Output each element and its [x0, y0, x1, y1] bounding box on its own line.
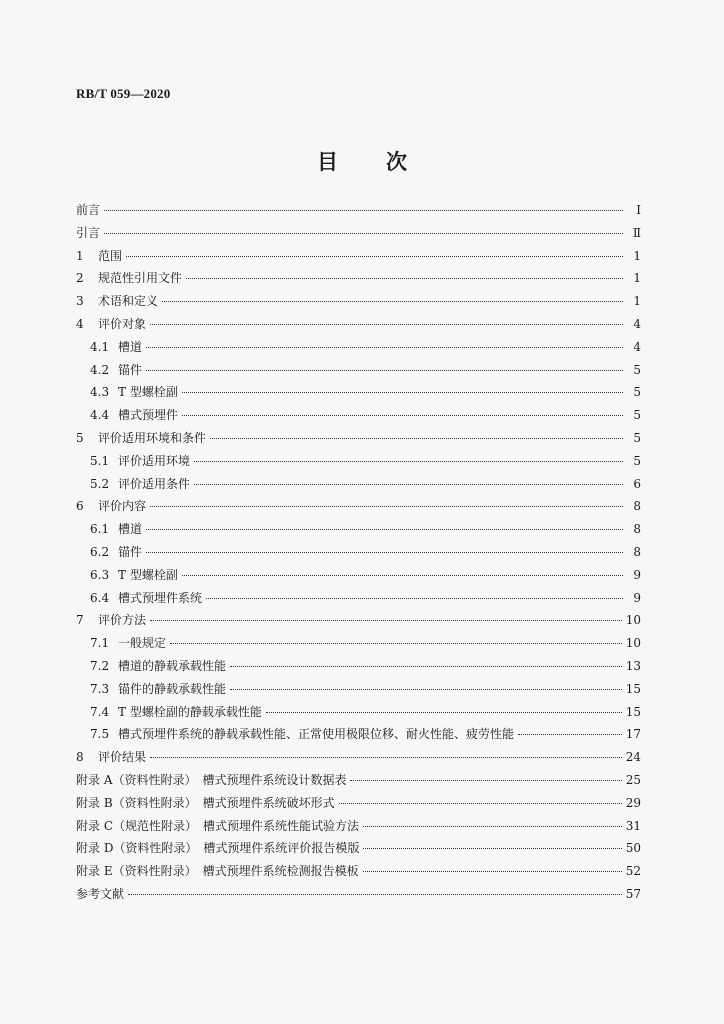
toc-entry-page: 1	[633, 248, 641, 263]
toc-entry-page: 1	[633, 271, 641, 286]
toc-leader-dots	[150, 324, 623, 325]
toc-entry-label: 参考文献	[76, 886, 125, 901]
toc-entry-number: 7.2	[90, 658, 110, 673]
toc-entry-label: 范围	[98, 248, 123, 263]
toc-entry-label: 槽道的静载承载性能	[118, 658, 227, 673]
toc-entry-number: 4.2	[90, 362, 110, 377]
toc-entry-number: 8	[76, 750, 84, 765]
toc-entry-number: 4.4	[90, 408, 110, 423]
toc-entry-number: 7	[76, 613, 84, 628]
document-code: RB/T 059—2020	[76, 86, 171, 101]
toc-entry[interactable]	[76, 429, 641, 452]
toc-entry[interactable]	[76, 292, 641, 315]
toc-entry-number: 5.1	[90, 453, 110, 468]
toc-leader-dots	[363, 826, 622, 827]
toc-entry-label: 槽式预埋件系统	[118, 590, 203, 605]
toc-entry-label: 锚件	[118, 362, 143, 377]
toc-entry[interactable]	[76, 406, 641, 429]
toc-entry[interactable]	[76, 703, 641, 726]
toc-entry-number: 6.2	[90, 544, 110, 559]
toc-leader-dots	[146, 529, 623, 530]
toc-entry-page: 6	[633, 476, 641, 491]
toc-entry-page: 5	[633, 430, 641, 445]
toc-entry[interactable]	[76, 201, 641, 224]
toc-leader-dots	[126, 256, 623, 257]
toc-entry[interactable]	[76, 725, 641, 748]
toc-entry-page: 5	[633, 362, 641, 377]
toc-entry-label: 前言	[76, 203, 101, 217]
toc-entry-label: 评价适用条件	[118, 476, 191, 491]
toc-entry-label: 引言	[76, 225, 101, 240]
toc-entry-label: 评价结果	[98, 750, 147, 765]
toc-entry[interactable]	[76, 543, 641, 566]
toc-entry-label: 附录 A（资料性附录） 槽式预埋件系统设计数据表	[76, 772, 347, 787]
toc-leader-dots	[150, 757, 622, 758]
toc-entry-page: 9	[633, 567, 641, 582]
toc-entry-number: 6.1	[90, 522, 110, 537]
toc-entry-number: 7.5	[90, 727, 110, 742]
toc-leader-dots	[206, 598, 623, 599]
toc-entry-label: 评价内容	[98, 499, 147, 514]
toc-entry-page: 13	[625, 658, 641, 673]
table-of-contents	[76, 201, 641, 908]
toc-entry[interactable]	[76, 862, 641, 885]
toc-entry-number: 4.1	[90, 339, 110, 354]
toc-entry[interactable]	[76, 589, 641, 612]
toc-leader-dots	[104, 233, 623, 234]
toc-entry-label: 附录 E（资料性附录） 槽式预埋件系统检测报告模板	[76, 864, 359, 879]
toc-entry[interactable]	[76, 520, 641, 543]
toc-entry[interactable]	[76, 566, 641, 589]
toc-entry[interactable]	[76, 224, 641, 247]
toc-leader-dots	[182, 415, 623, 416]
toc-leader-dots	[170, 643, 622, 644]
toc-entry-page: 5	[633, 453, 641, 468]
toc-leader-dots	[350, 780, 621, 781]
toc-entry-label: 一般规定	[118, 636, 167, 651]
toc-entry-page: 29	[625, 795, 641, 810]
toc-entry-page: 9	[633, 590, 641, 605]
toc-entry-number: 5.2	[90, 476, 110, 491]
toc-entry[interactable]	[76, 315, 641, 338]
toc-leader-dots	[210, 438, 623, 439]
toc-entry-page: 57	[625, 886, 641, 901]
toc-entry-number: 6.4	[90, 590, 110, 605]
toc-entry[interactable]	[76, 361, 641, 384]
toc-leader-dots	[162, 301, 623, 302]
toc-entry-page: 8	[633, 522, 641, 537]
toc-entry-page: 8	[633, 499, 641, 514]
toc-entry-label: 评价对象	[98, 316, 147, 331]
toc-title-char-2: 次	[386, 150, 407, 174]
toc-entry[interactable]	[76, 611, 641, 634]
toc-entry-number: 1	[76, 248, 84, 263]
toc-entry[interactable]	[76, 247, 641, 270]
toc-title	[0, 146, 724, 176]
toc-entry[interactable]	[76, 839, 641, 862]
toc-leader-dots	[104, 210, 623, 211]
toc-entry[interactable]	[76, 269, 641, 292]
toc-entry-label: 术语和定义	[98, 294, 159, 309]
toc-entry-page: 5	[633, 385, 641, 400]
toc-leader-dots	[146, 552, 623, 553]
toc-leader-dots	[186, 278, 623, 279]
toc-entry[interactable]	[76, 383, 641, 406]
toc-entry[interactable]	[76, 657, 641, 680]
toc-entry-label: 锚件	[118, 544, 143, 559]
toc-entry[interactable]	[76, 680, 641, 703]
toc-entry[interactable]	[76, 771, 641, 794]
toc-leader-dots	[150, 506, 623, 507]
toc-entry-label: 评价适用环境和条件	[98, 430, 207, 445]
toc-entry-number: 4	[76, 316, 84, 331]
toc-leader-dots	[128, 894, 622, 895]
toc-entry-page: 4	[633, 339, 641, 354]
toc-entry-page: 24	[625, 750, 641, 765]
toc-entry-label: T 型螺栓副的静载承载性能	[118, 704, 262, 719]
toc-entry-label: 评价方法	[98, 613, 147, 628]
toc-entry[interactable]	[76, 885, 641, 908]
toc-entry-page: 52	[625, 864, 641, 879]
toc-leader-dots	[150, 620, 622, 621]
toc-entry-label: 锚件的静载承载性能	[118, 681, 227, 696]
toc-entry-page: Ⅱ	[632, 225, 641, 240]
toc-entry-label: 附录 D（资料性附录） 槽式预埋件系统评价报告模版	[76, 841, 360, 856]
toc-entry-label: 评价适用环境	[118, 453, 191, 468]
toc-leader-dots	[363, 871, 622, 872]
toc-entry-page: 17	[625, 727, 641, 742]
toc-entry-page: Ⅰ	[636, 203, 641, 217]
toc-entry-label: 槽道	[118, 339, 143, 354]
toc-entry-number: 7.4	[90, 704, 110, 719]
toc-leader-dots	[182, 392, 623, 393]
toc-entry[interactable]	[76, 338, 641, 361]
toc-entry-page: 15	[625, 704, 641, 719]
toc-entry-label: 附录 C（规范性附录） 槽式预埋件系统性能试验方法	[76, 818, 359, 833]
toc-leader-dots	[266, 712, 622, 713]
toc-entry-page: 10	[625, 613, 641, 628]
toc-entry-number: 7.1	[90, 636, 110, 651]
toc-entry-page: 5	[633, 408, 641, 423]
toc-leader-dots	[194, 484, 623, 485]
toc-leader-dots	[339, 803, 622, 804]
toc-leader-dots	[146, 370, 623, 371]
toc-entry-label: 附录 B（资料性附录） 槽式预埋件系统破坏形式	[76, 795, 335, 810]
toc-entry-label: 槽式预埋件	[118, 408, 179, 423]
toc-entry-number: 2	[76, 271, 84, 286]
toc-entry-number: 6	[76, 499, 84, 514]
toc-entry-label: T 型螺栓副	[118, 385, 178, 400]
toc-entry-label: 槽式预埋件系统的静载承载性能、正常使用极限位移、耐火性能、疲劳性能	[118, 727, 515, 742]
toc-leader-dots	[230, 666, 622, 667]
toc-entry-label: 规范性引用文件	[98, 271, 183, 286]
toc-entry-number: 7.3	[90, 681, 110, 696]
toc-entry-page: 4	[633, 316, 641, 331]
toc-entry-page: 31	[625, 818, 641, 833]
toc-entry-page: 1	[633, 294, 641, 309]
toc-leader-dots	[363, 848, 621, 849]
toc-entry-number: 4.3	[90, 385, 110, 400]
toc-entry[interactable]	[76, 475, 641, 498]
toc-entry-number: 5	[76, 430, 84, 445]
toc-entry[interactable]	[76, 817, 641, 840]
toc-title-char-1: 目	[317, 150, 338, 174]
toc-leader-dots	[194, 461, 623, 462]
toc-leader-dots	[518, 734, 622, 735]
toc-leader-dots	[230, 689, 622, 690]
toc-entry-page: 15	[625, 681, 641, 696]
toc-leader-dots	[182, 575, 623, 576]
toc-entry[interactable]	[76, 634, 641, 657]
toc-entry-label: 槽道	[118, 522, 143, 537]
toc-entry-page: 8	[633, 544, 641, 559]
toc-entry[interactable]	[76, 794, 641, 817]
toc-entry-label: T 型螺栓副	[118, 567, 178, 582]
toc-entry-page: 10	[625, 636, 641, 651]
toc-entry[interactable]	[76, 748, 641, 771]
toc-entry[interactable]	[76, 497, 641, 520]
toc-entry-number: 3	[76, 294, 84, 309]
toc-entry-page: 25	[625, 772, 641, 787]
toc-leader-dots	[146, 347, 623, 348]
toc-entry-page: 50	[625, 841, 641, 856]
toc-entry-number: 6.3	[90, 567, 110, 582]
toc-entry[interactable]	[76, 452, 641, 475]
